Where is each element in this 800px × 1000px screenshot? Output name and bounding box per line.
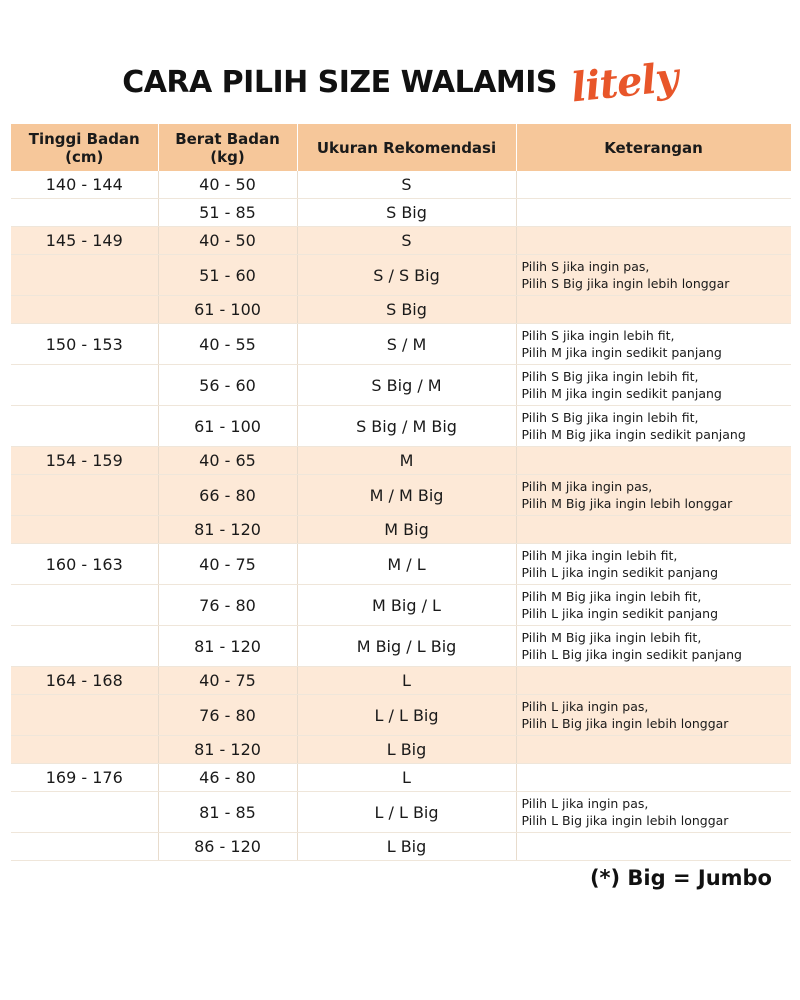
title-row xyxy=(0,52,800,112)
cell-ukuran: S Big xyxy=(297,199,516,227)
cell-ukuran: S xyxy=(297,227,516,255)
cell-keterangan: Pilih L jika ingin pas, Pilih L Big jika ingin lebih longgar xyxy=(516,792,791,833)
cell-tinggi-badan xyxy=(11,792,158,833)
table-body xyxy=(11,171,791,861)
cell-berat-badan: 40 - 65 xyxy=(158,447,297,475)
header-keterangan: Keterangan xyxy=(516,124,791,171)
header-ukuran-rekomendasi: Ukuran Rekomendasi xyxy=(297,124,516,171)
cell-keterangan xyxy=(516,516,791,544)
cell-ukuran: M Big / L xyxy=(297,585,516,626)
cell-berat-badan: 51 - 60 xyxy=(158,255,297,296)
header-berat-badan: Berat Badan (kg) xyxy=(158,124,297,171)
cell-tinggi-badan xyxy=(11,199,158,227)
cell-keterangan: Pilih S Big jika ingin lebih fit, Pilih M jika ingin sedikit panjang xyxy=(516,365,791,406)
cell-tinggi-badan: 169 - 176 xyxy=(11,764,158,792)
cell-keterangan xyxy=(516,227,791,255)
cell-tinggi-badan xyxy=(11,406,158,447)
cell-berat-badan: 51 - 85 xyxy=(158,199,297,227)
cell-ukuran: L Big xyxy=(297,833,516,861)
footnote: (*) Big = Jumbo xyxy=(589,866,772,890)
table-row xyxy=(11,544,791,585)
cell-tinggi-badan: 160 - 163 xyxy=(11,544,158,585)
cell-ukuran: M Big / L Big xyxy=(297,626,516,667)
cell-berat-badan: 40 - 50 xyxy=(158,171,297,199)
cell-ukuran: S / S Big xyxy=(297,255,516,296)
cell-ukuran: M / M Big xyxy=(297,475,516,516)
table-row xyxy=(11,365,791,406)
cell-tinggi-badan xyxy=(11,736,158,764)
cell-berat-badan: 66 - 80 xyxy=(158,475,297,516)
cell-tinggi-badan: 164 - 168 xyxy=(11,667,158,695)
cell-tinggi-badan xyxy=(11,516,158,544)
cell-ukuran: M xyxy=(297,447,516,475)
cell-keterangan xyxy=(516,764,791,792)
table-row xyxy=(11,227,791,255)
cell-tinggi-badan xyxy=(11,475,158,516)
cell-berat-badan: 40 - 75 xyxy=(158,667,297,695)
cell-tinggi-badan xyxy=(11,833,158,861)
cell-berat-badan: 40 - 75 xyxy=(158,544,297,585)
table-row xyxy=(11,296,791,324)
table-row xyxy=(11,695,791,736)
cell-tinggi-badan xyxy=(11,365,158,406)
size-table xyxy=(11,124,792,861)
cell-keterangan: Pilih L jika ingin pas, Pilih L Big jika ingin lebih longgar xyxy=(516,695,791,736)
table-row xyxy=(11,199,791,227)
table-row xyxy=(11,736,791,764)
cell-keterangan: Pilih S jika ingin lebih fit, Pilih M jika ingin sedikit panjang xyxy=(516,324,791,365)
table-row xyxy=(11,833,791,861)
table-row xyxy=(11,516,791,544)
cell-keterangan xyxy=(516,199,791,227)
cell-keterangan: Pilih S jika ingin pas, Pilih S Big jika ingin lebih longgar xyxy=(516,255,791,296)
cell-ukuran: L xyxy=(297,764,516,792)
cell-keterangan xyxy=(516,296,791,324)
table-row xyxy=(11,171,791,199)
cell-berat-badan: 76 - 80 xyxy=(158,695,297,736)
cell-berat-badan: 56 - 60 xyxy=(158,365,297,406)
cell-tinggi-badan: 150 - 153 xyxy=(11,324,158,365)
cell-keterangan: Pilih M jika ingin lebih fit, Pilih L jika ingin sedikit panjang xyxy=(516,544,791,585)
cell-ukuran: L xyxy=(297,667,516,695)
cell-berat-badan: 81 - 85 xyxy=(158,792,297,833)
cell-keterangan xyxy=(516,667,791,695)
table-row xyxy=(11,475,791,516)
table-row xyxy=(11,447,791,475)
cell-keterangan: Pilih M Big jika ingin lebih fit, Pilih L Big jika ingin sedikit panjang xyxy=(516,626,791,667)
cell-berat-badan: 81 - 120 xyxy=(158,626,297,667)
cell-keterangan: Pilih M Big jika ingin lebih fit, Pilih L jika ingin sedikit panjang xyxy=(516,585,791,626)
cell-tinggi-badan xyxy=(11,585,158,626)
cell-berat-badan: 81 - 120 xyxy=(158,736,297,764)
cell-ukuran: S Big / M Big xyxy=(297,406,516,447)
cell-tinggi-badan xyxy=(11,695,158,736)
cell-tinggi-badan xyxy=(11,255,158,296)
table-row xyxy=(11,764,791,792)
cell-tinggi-badan: 154 - 159 xyxy=(11,447,158,475)
cell-keterangan: Pilih S Big jika ingin lebih fit, Pilih M Big jika ingin sedikit panjang xyxy=(516,406,791,447)
table-row xyxy=(11,626,791,667)
cell-ukuran: S Big xyxy=(297,296,516,324)
table-header-row xyxy=(11,124,791,171)
cell-berat-badan: 40 - 55 xyxy=(158,324,297,365)
cell-berat-badan: 76 - 80 xyxy=(158,585,297,626)
table-row xyxy=(11,324,791,365)
cell-tinggi-badan xyxy=(11,296,158,324)
table-row xyxy=(11,667,791,695)
cell-tinggi-badan: 140 - 144 xyxy=(11,171,158,199)
header-tinggi-badan: Tinggi Badan (cm) xyxy=(11,124,158,171)
cell-berat-badan: 81 - 120 xyxy=(158,516,297,544)
cell-berat-badan: 40 - 50 xyxy=(158,227,297,255)
cell-ukuran: M Big xyxy=(297,516,516,544)
cell-berat-badan: 61 - 100 xyxy=(158,406,297,447)
cell-keterangan xyxy=(516,171,791,199)
page-title: CARA PILIH SIZE WALAMIS xyxy=(122,64,558,100)
cell-ukuran: L / L Big xyxy=(297,792,516,833)
cell-keterangan xyxy=(516,736,791,764)
table-row xyxy=(11,585,791,626)
cell-tinggi-badan: 145 - 149 xyxy=(11,227,158,255)
cell-ukuran: S xyxy=(297,171,516,199)
cell-ukuran: L / L Big xyxy=(297,695,516,736)
cell-berat-badan: 46 - 80 xyxy=(158,764,297,792)
cell-keterangan: Pilih M jika ingin pas, Pilih M Big jika ingin lebih longgar xyxy=(516,475,791,516)
litely-logo: litely xyxy=(568,53,680,111)
cell-berat-badan: 61 - 100 xyxy=(158,296,297,324)
cell-keterangan xyxy=(516,447,791,475)
cell-keterangan xyxy=(516,833,791,861)
cell-ukuran: S Big / M xyxy=(297,365,516,406)
cell-ukuran: S / M xyxy=(297,324,516,365)
cell-berat-badan: 86 - 120 xyxy=(158,833,297,861)
table-row xyxy=(11,255,791,296)
table-row xyxy=(11,792,791,833)
cell-ukuran: L Big xyxy=(297,736,516,764)
cell-ukuran: M / L xyxy=(297,544,516,585)
table-row xyxy=(11,406,791,447)
cell-tinggi-badan xyxy=(11,626,158,667)
